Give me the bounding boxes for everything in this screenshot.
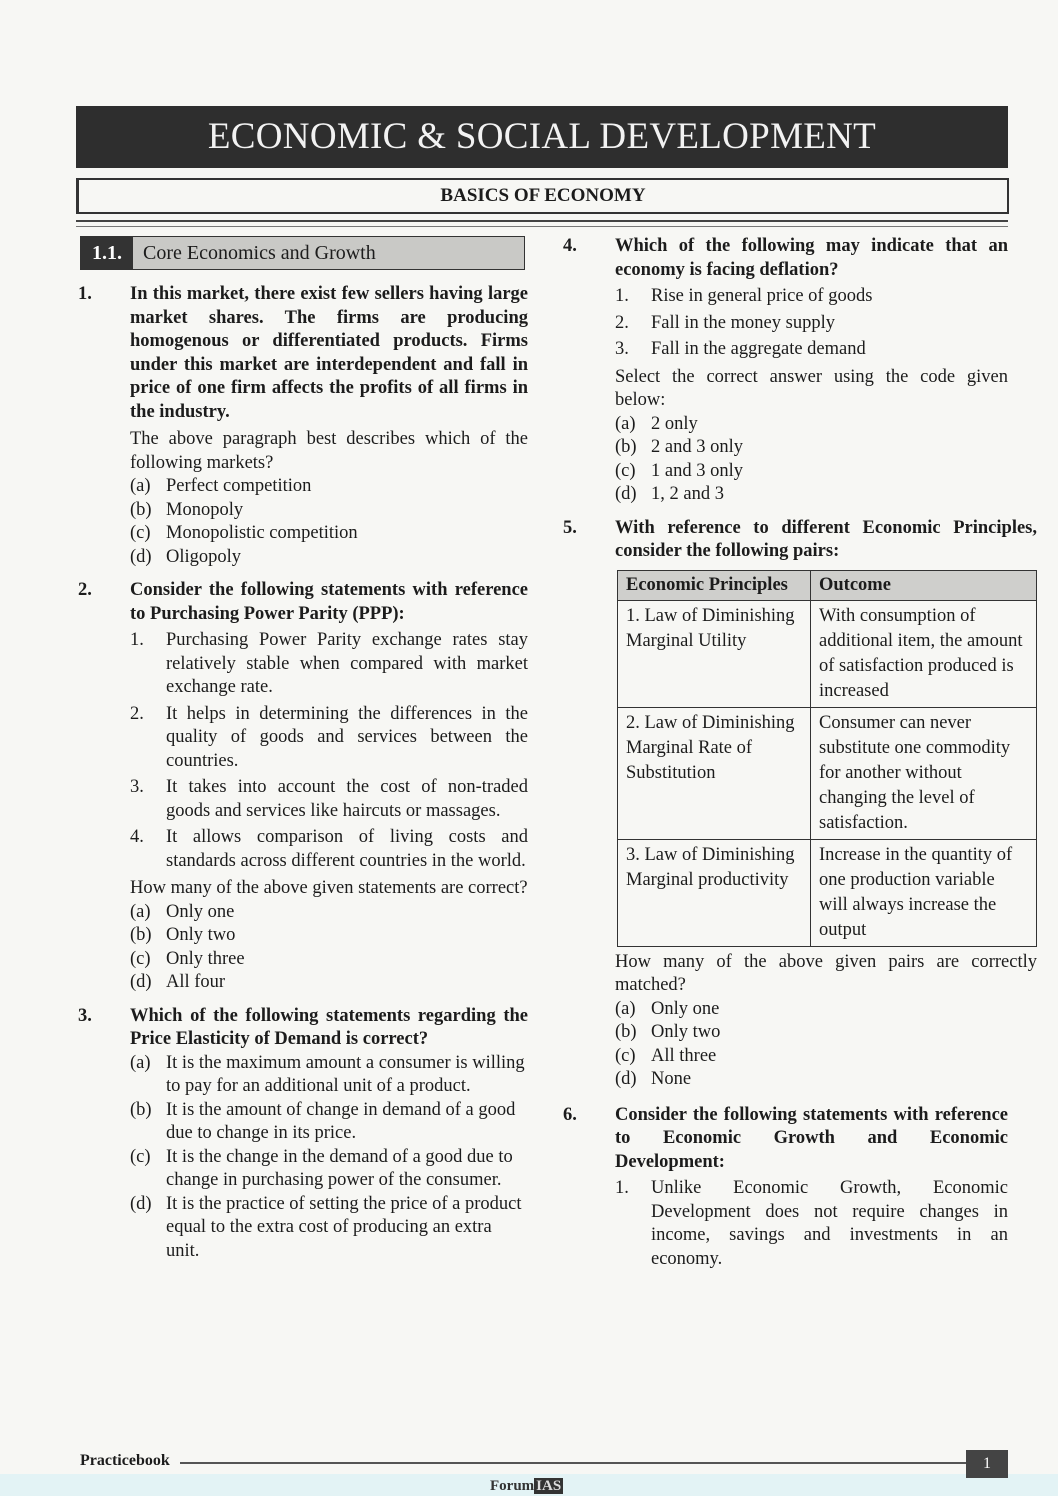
statement xyxy=(130,776,528,823)
answer-option xyxy=(130,901,528,925)
option-text: All four xyxy=(166,972,226,992)
statement-text: Fall in the money supply xyxy=(651,312,835,333)
question-body xyxy=(615,235,1008,507)
statement-number: 3. xyxy=(615,339,629,359)
table-cell: 3. Law of Diminishing Marginal productivity xyxy=(618,839,811,946)
answer-option xyxy=(615,1021,1037,1045)
divider xyxy=(76,220,1008,222)
answer-option xyxy=(130,1193,528,1264)
option-text: Monopoly xyxy=(166,499,244,520)
option-text: 2 and 3 only xyxy=(651,437,743,457)
option-letter: (b) xyxy=(615,437,637,457)
question-number: 5. xyxy=(563,517,577,538)
option-letter: (d) xyxy=(130,1193,152,1214)
question-text: With reference to different Economic Principles, consider the following pairs: xyxy=(615,517,1037,561)
question-prompt: Select the correct answer using the code given below: xyxy=(615,366,1008,410)
question-number: 3. xyxy=(78,1005,92,1026)
answer-option xyxy=(615,998,1037,1022)
section-heading xyxy=(80,236,525,270)
question xyxy=(563,1104,1008,1272)
option-letter: (a) xyxy=(615,998,636,1019)
option-letter: (c) xyxy=(615,1045,636,1066)
statement-number: 3. xyxy=(130,777,144,797)
option-letter: (a) xyxy=(130,476,151,496)
table-row xyxy=(618,707,1037,839)
question-text: Which of the following may indicate that an economy is facing deflation? xyxy=(615,236,1008,280)
option-letter: (d) xyxy=(615,484,637,504)
option-text: None xyxy=(651,1069,692,1089)
option-text: It is the maximum amount a consumer is willing to pay for an additional unit of a product. xyxy=(166,1052,525,1096)
answer-option xyxy=(130,1146,528,1193)
question xyxy=(78,1005,528,1264)
question-body xyxy=(615,517,1037,1092)
option-letter: (a) xyxy=(615,413,636,434)
option-letter: (b) xyxy=(130,499,152,520)
question-prompt: How many of the above given pairs are correctly matched? xyxy=(615,951,1037,995)
statement xyxy=(130,826,528,873)
option-text: 1 and 3 only xyxy=(651,460,743,481)
statement xyxy=(615,1177,1008,1271)
statement xyxy=(615,338,1008,362)
question-text: Consider the following statements with reference to Economic Growth and Economic Development: xyxy=(615,1104,1008,1172)
brand-suffix: IAS xyxy=(536,1478,562,1494)
option-text: Monopolistic competition xyxy=(166,523,358,543)
answer-option xyxy=(130,499,528,523)
chapter-title: ECONOMIC & SOCIAL DEVELOPMENT xyxy=(76,106,1008,168)
footer-rule xyxy=(180,1462,966,1464)
statement-text: It helps in determining the differences in the quality of goods and services between the countries. xyxy=(166,703,528,771)
question-number: 6. xyxy=(563,1104,577,1125)
right-column xyxy=(563,235,1037,1279)
option-text: 2 only xyxy=(651,413,698,434)
table-header: Economic Principles xyxy=(618,570,811,600)
question xyxy=(78,283,528,569)
answer-option xyxy=(130,971,528,995)
question-number: 4. xyxy=(563,236,577,256)
answer-option xyxy=(130,1099,528,1146)
option-letter: (d) xyxy=(130,972,152,992)
answer-option xyxy=(615,413,1008,437)
left-column xyxy=(78,283,528,1271)
brand-name: Forum xyxy=(490,1478,535,1494)
option-text: It is the change in the demand of a good due to change in purchasing power of the consumer. xyxy=(166,1146,513,1190)
option-letter: (b) xyxy=(130,1099,152,1120)
question-prompt: The above paragraph best describes which of the following markets? xyxy=(130,429,528,473)
option-letter: (b) xyxy=(615,1022,637,1042)
option-letter: (c) xyxy=(130,523,151,543)
statement-text: Rise in general price of goods xyxy=(651,286,873,306)
statement-text: Unlike Economic Growth, Economic Development does not require changes in income, savings and investments in an economy. xyxy=(651,1178,1008,1269)
option-letter: (d) xyxy=(615,1069,637,1089)
question xyxy=(563,517,1037,1092)
footer-label: Practicebook xyxy=(80,1452,170,1469)
table-row xyxy=(618,839,1037,946)
question-text: Which of the following statements regarding the Price Elasticity of Demand is correct? xyxy=(130,1005,528,1049)
answer-option xyxy=(615,436,1008,460)
question-body xyxy=(130,1005,528,1264)
option-letter: (a) xyxy=(130,901,151,922)
table-header: Outcome xyxy=(811,570,1037,600)
answer-option xyxy=(130,924,528,948)
statement-number: 2. xyxy=(130,703,144,724)
answer-option xyxy=(615,1068,1037,1092)
question-text: Consider the following statements with reference to Purchasing Power Parity (PPP): xyxy=(130,580,528,624)
answer-option xyxy=(130,546,528,570)
question-number: 2. xyxy=(78,580,92,600)
table-cell: With consumption of additional item, the amount of satisfaction produced is increased xyxy=(811,600,1037,707)
table-cell: 2. Law of Diminishing Marginal Rate of Substitution xyxy=(618,707,811,839)
option-letter: (a) xyxy=(130,1052,151,1073)
question-body xyxy=(615,1104,1008,1272)
option-text: Perfect competition xyxy=(166,476,312,496)
brand-logo xyxy=(490,1478,563,1495)
question-body xyxy=(130,579,528,995)
option-letter: (c) xyxy=(130,948,151,969)
statement-number: 2. xyxy=(615,312,629,333)
answer-option xyxy=(130,475,528,499)
question-text: In this market, there exist few sellers having large market shares. The firms are producing homogenous or differentiated products. Firms under this market are interdependent and fall in price of one firm affects the profits of all firms in the industry. xyxy=(130,284,528,422)
answer-option xyxy=(130,1052,528,1099)
option-text: Only two xyxy=(651,1022,721,1042)
statement-number: 1. xyxy=(615,286,629,306)
statement xyxy=(615,285,1008,309)
answer-option xyxy=(615,483,1008,507)
option-text: It is the amount of change in demand of a good due to change in its price. xyxy=(166,1099,516,1143)
subtitle: BASICS OF ECONOMY xyxy=(76,178,1009,214)
statement-number: 4. xyxy=(130,827,144,847)
question-prompt: How many of the above given statements are correct? xyxy=(130,878,528,898)
option-letter: (c) xyxy=(615,460,636,481)
section-title: Core Economics and Growth xyxy=(133,237,524,269)
option-letter: (b) xyxy=(130,925,152,945)
table-row xyxy=(618,600,1037,707)
table-header-row xyxy=(618,570,1037,600)
statement-text: It takes into account the cost of non-traded goods and services like haircuts or massages. xyxy=(166,777,528,821)
question-body xyxy=(130,283,528,569)
table-cell: 1. Law of Diminishing Marginal Utility xyxy=(618,600,811,707)
divider xyxy=(76,226,1008,227)
statement xyxy=(130,629,528,700)
answer-option xyxy=(130,948,528,972)
option-text: Only one xyxy=(651,998,720,1019)
statement xyxy=(130,703,528,774)
table-cell: Increase in the quantity of one production variable will always increase the output xyxy=(811,839,1037,946)
option-text: 1, 2 and 3 xyxy=(651,484,724,504)
pairs-table xyxy=(617,570,1037,947)
statement-number: 1. xyxy=(130,630,144,650)
statement-text: Fall in the aggregate demand xyxy=(651,339,866,359)
option-text: Only three xyxy=(166,948,245,969)
option-letter: (c) xyxy=(130,1146,151,1167)
option-text: Only one xyxy=(166,901,235,922)
option-letter: (d) xyxy=(130,546,152,567)
question xyxy=(563,235,1008,507)
statement-text: It allows comparison of living costs and standards across different countries in the world. xyxy=(166,827,528,871)
statement-text: Purchasing Power Parity exchange rates stay relatively stable when compared with market exchange rate. xyxy=(166,630,528,697)
option-text: All three xyxy=(651,1045,717,1066)
table-cell: Consumer can never substitute one commodity for another without changing the level of satisfaction. xyxy=(811,707,1037,839)
question xyxy=(78,579,528,995)
answer-option xyxy=(615,1045,1037,1069)
answer-option xyxy=(615,460,1008,484)
statement-number: 1. xyxy=(615,1178,629,1198)
answer-option xyxy=(130,522,528,546)
page-number: 1 xyxy=(966,1450,1008,1478)
option-text: Only two xyxy=(166,925,236,945)
question-number: 1. xyxy=(78,284,92,304)
statement xyxy=(615,312,1008,336)
section-number: 1.1. xyxy=(81,237,133,269)
option-text: Oligopoly xyxy=(166,546,242,567)
option-text: It is the practice of setting the price of a product equal to the extra cost of producing an extra unit. xyxy=(166,1193,522,1261)
